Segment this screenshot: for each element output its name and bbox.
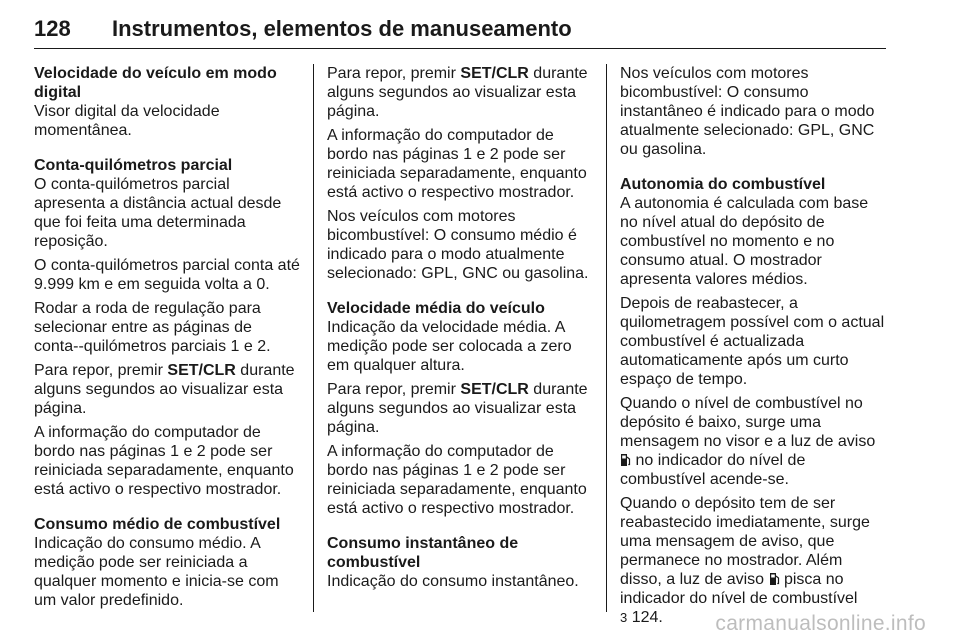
text: durante alguns segundos ao visualizar esta página.: [327, 381, 588, 436]
paragraph: Nos veículos com motores bicombustível: O consumo instantâneo é indicado para o modo atualmente selecionado: GPL, GNC ou gasolina.: [620, 65, 875, 158]
paragraph: [34, 361, 300, 418]
paragraph: [327, 64, 593, 121]
paragraph: Indicação da velocidade média. A medição pode ser colocada a zero em qualquer altura.: [327, 319, 572, 374]
paragraph: [327, 380, 593, 437]
set-clr-label: SET/CLR: [460, 65, 529, 82]
heading-fuel-range: Autonomia do combustível: [620, 176, 826, 193]
page-header: [34, 14, 886, 49]
heading-instant-consumption: Consumo instantâneo de combustível: [327, 535, 519, 571]
text: Quando o nível de combustível no depósito é baixo, surge uma mensagem no visor e a luz de aviso: [620, 395, 876, 450]
paragraph: Indicação do consumo instantâneo.: [327, 573, 579, 590]
watermark: carmanualsonline.info: [715, 612, 926, 635]
text: durante alguns segundos ao visualizar esta página.: [34, 362, 295, 417]
text: durante alguns segundos ao visualizar esta página.: [327, 65, 588, 120]
set-clr-label: SET/CLR: [460, 381, 529, 398]
heading-trip-odometer: Conta-quilómetros parcial: [34, 157, 233, 174]
paragraph: O conta-quilómetros parcial conta até 9.999 km e em seguida volta a 0.: [34, 257, 300, 293]
text: pisca no indicador do nível de combustível: [620, 571, 858, 607]
column-divider-2: [606, 64, 607, 612]
heading-digital-speed: Velocidade do veículo em modo digital: [34, 65, 277, 101]
paragraph: A informação do computador de bordo nas páginas 1 e 2 pode ser reiniciada separadamente, enquanto está activo o respectivo mostrador.: [327, 443, 587, 517]
heading-average-speed: Velocidade média do veículo: [327, 300, 545, 317]
page-reference-link[interactable]: 124.: [631, 609, 663, 626]
heading-average-consumption: Consumo médio de combustível: [34, 516, 281, 533]
page-reference-icon: 3: [620, 610, 628, 625]
text: Para repor, premir: [327, 65, 461, 82]
paragraph: Visor digital da velocidade momentânea.: [34, 103, 220, 139]
paragraph: [620, 394, 886, 489]
paragraph: A autonomia é calculada com base no nível atual do depósito de combustível no momento e no consumo atual. O mostrador apresenta valores médios.: [620, 195, 869, 288]
paragraph: Rodar a roda de regulação para selecionar entre as páginas de conta--quilómetros parciais 1 e 2.: [34, 300, 271, 355]
column-3: [620, 64, 886, 632]
paragraph: Indicação do consumo médio. A medição pode ser reiniciada a qualquer momento e inicia-se com um valor predefinido.: [34, 535, 279, 609]
fuel-pump-icon: [620, 453, 631, 467]
paragraph: [620, 494, 886, 627]
page-number: 128: [34, 16, 71, 41]
fuel-pump-icon: [769, 572, 780, 586]
paragraph: Nos veículos com motores bicombustível: O consumo médio é indicado para o modo atualmente selecionado: GPL, GNC ou gasolina.: [327, 208, 589, 282]
paragraph: O conta-quilómetros parcial apresenta a distância actual desde que foi feita uma determinada reposição.: [34, 176, 282, 250]
column-1: [34, 64, 300, 615]
text: Quando o depósito tem de ser reabastecido imediatamente, surge uma mensagem de aviso, que permanece no mostrador. Além disso, a luz de aviso: [620, 495, 870, 588]
text: Para repor, premir: [34, 362, 168, 379]
paragraph: A informação do computador de bordo nas páginas 1 e 2 pode ser reiniciada separadamente, enquanto está activo o respectivo mostrador.: [34, 424, 294, 498]
text: no indicador do nível de combustível acende-se.: [620, 452, 806, 488]
paragraph: A informação do computador de bordo nas páginas 1 e 2 pode ser reiniciada separadamente, enquanto está activo o respectivo mostrador.: [327, 127, 587, 201]
paragraph: Depois de reabastecer, a quilometragem possível com o actual combustível é actualizada automaticamente após um curto espaço de tempo.: [620, 295, 885, 388]
text: Para repor, premir: [327, 381, 461, 398]
column-divider-1: [313, 64, 314, 612]
set-clr-label: SET/CLR: [167, 362, 236, 379]
column-2: [327, 64, 593, 596]
page-title: Instrumentos, elementos de manuseamento: [112, 16, 572, 41]
